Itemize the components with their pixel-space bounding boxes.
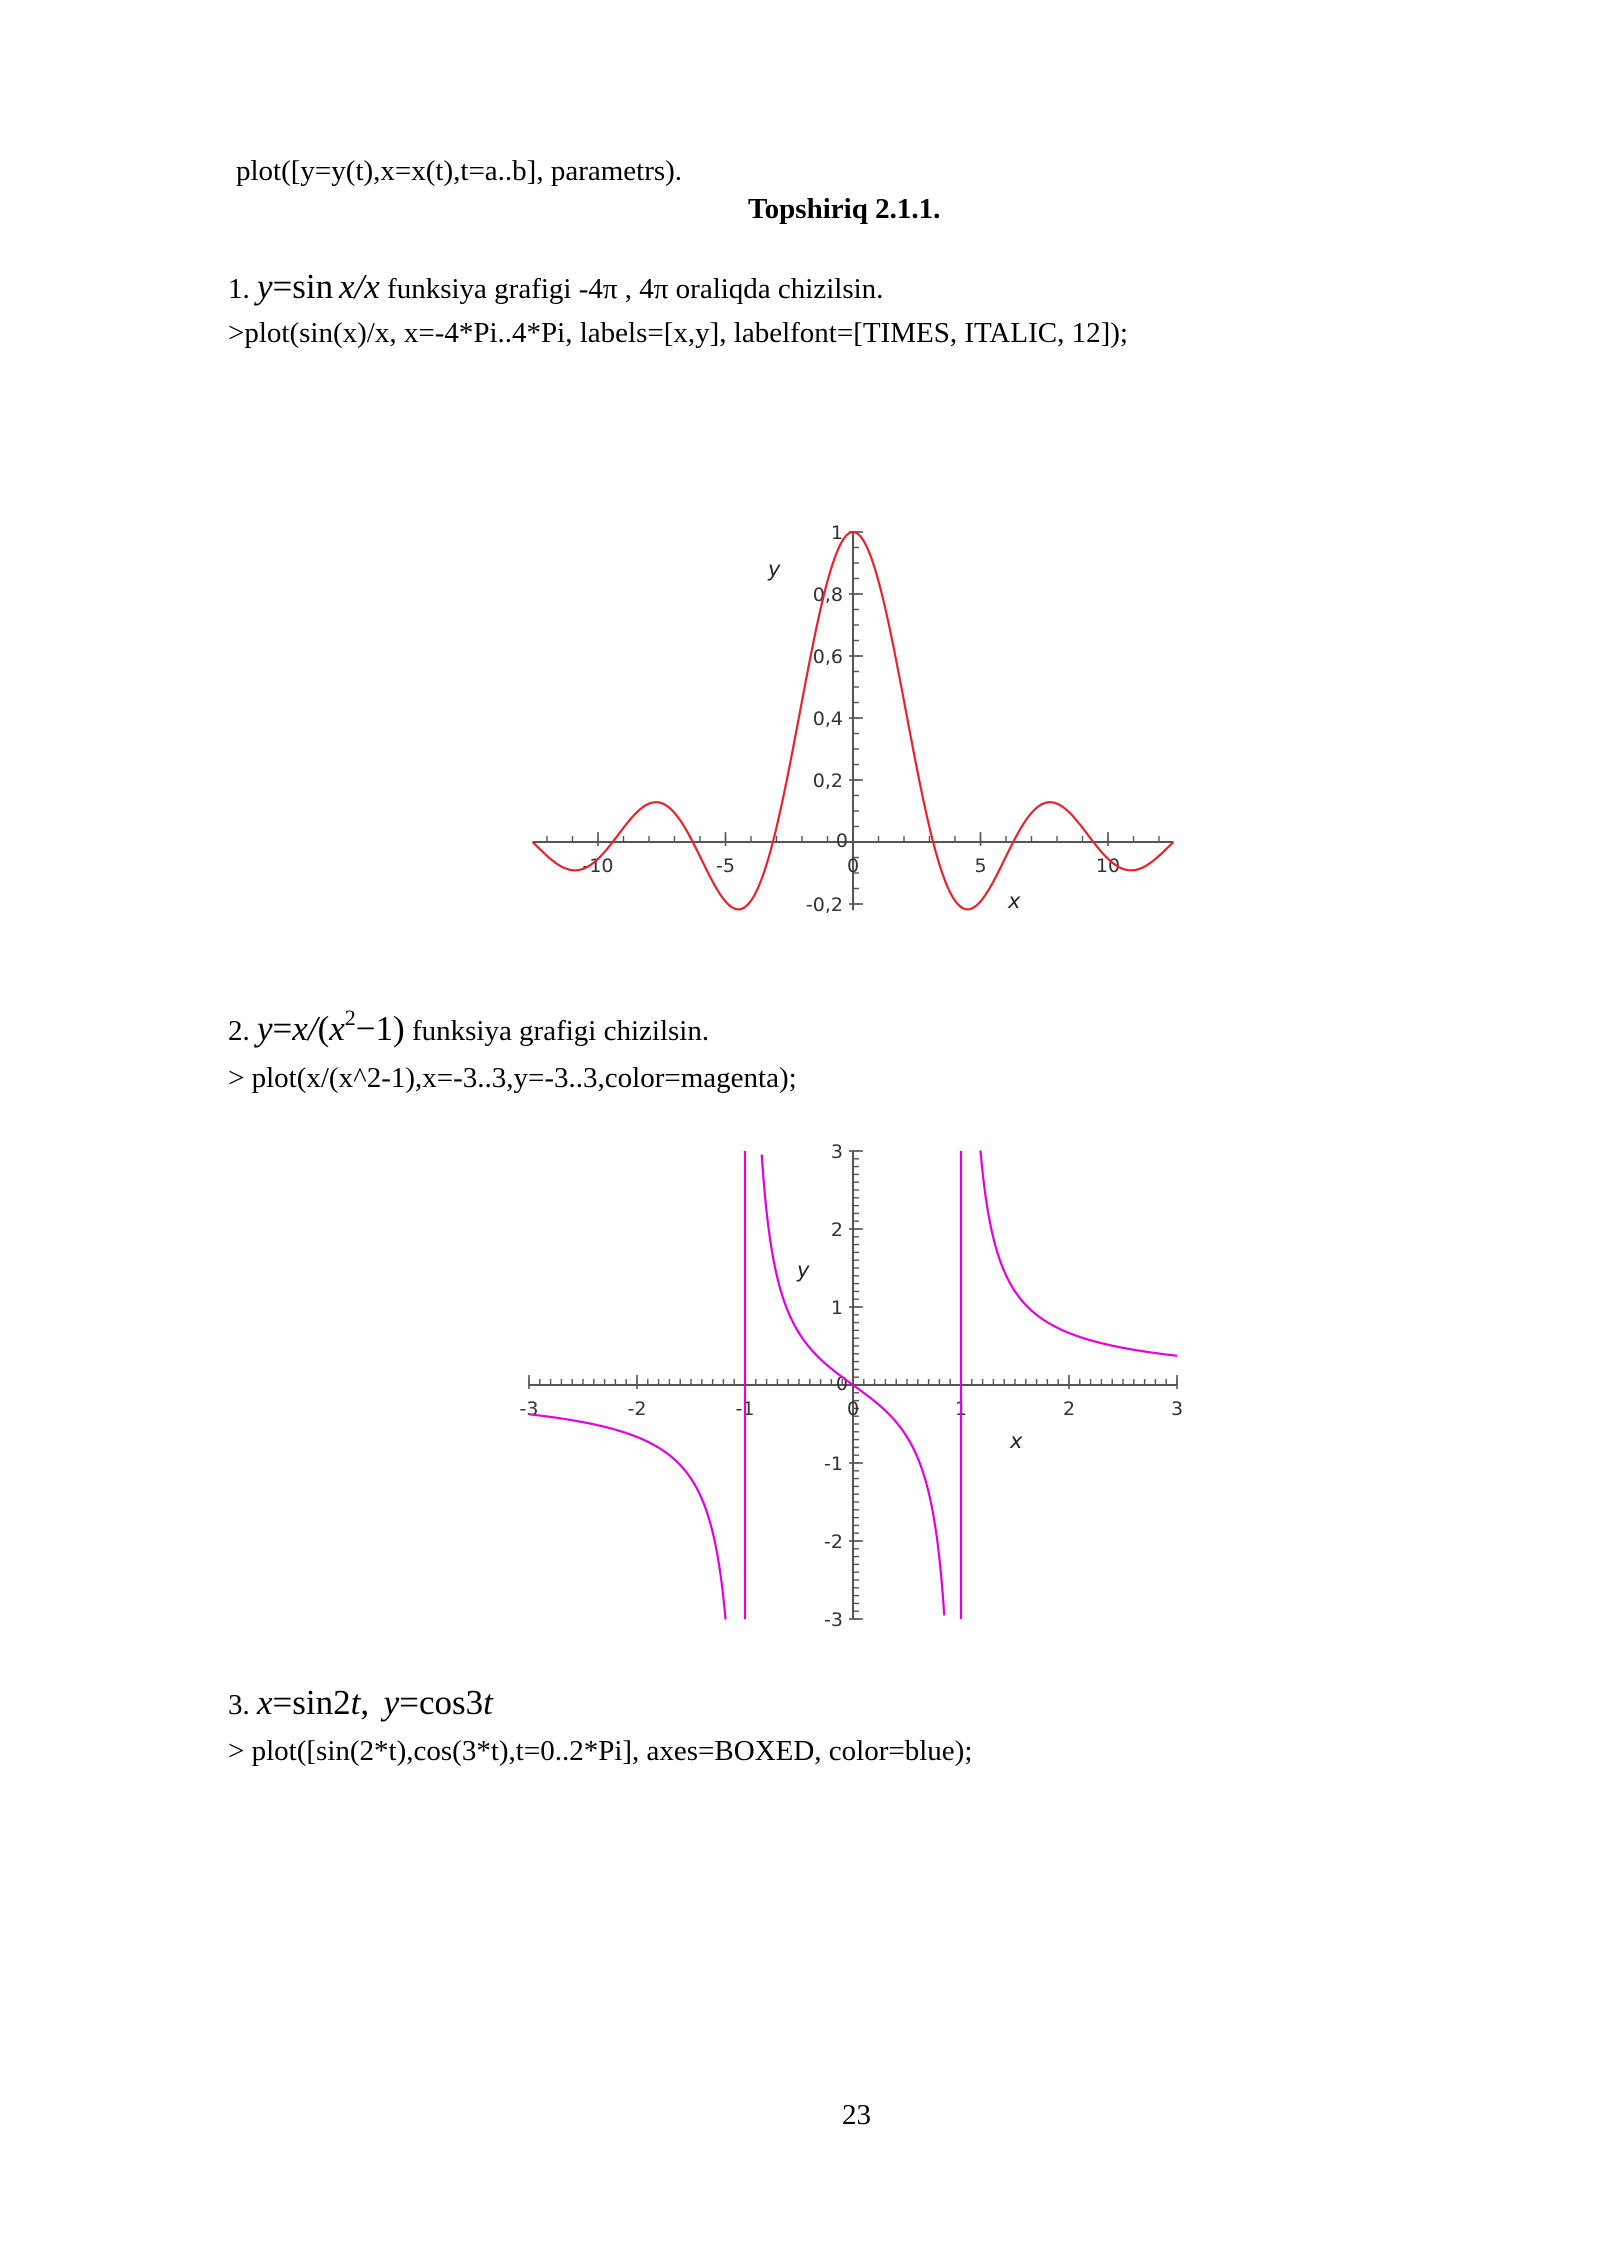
task-2-number: 2.: [228, 1015, 250, 1047]
task-2-command: > plot(x/(x^2-1),x=-3..3,y=-3..3,color=magenta);: [228, 1062, 797, 1094]
task-2-formula-num: x: [292, 1009, 308, 1048]
task-3-formula-c1: 2: [333, 1683, 351, 1722]
x-tick-label: 10: [1095, 855, 1121, 877]
x-tick-label: 1: [954, 1398, 968, 1420]
task-2-formula-eq: =: [272, 1009, 293, 1048]
task-3-formula-t2: t: [483, 1683, 493, 1722]
y-axis-label: y: [768, 557, 781, 581]
task-3-number: 3.: [228, 1689, 250, 1721]
task-1-formula-slash: /: [354, 267, 365, 306]
x-tick-label: 2: [1062, 1398, 1076, 1420]
x-axis-label: x: [1008, 889, 1021, 913]
origin-label: 0: [835, 830, 848, 852]
task-3-formula-y: y: [383, 1683, 400, 1722]
task-2-formula-open: (: [317, 1009, 330, 1048]
x-tick-label: 0: [846, 855, 860, 877]
task-2-formula-slash: /: [307, 1009, 318, 1048]
x-tick-label: 3: [1170, 1398, 1184, 1420]
task-2-formula-base: x: [329, 1009, 345, 1048]
section-title: Topshiriq 2.1.1.: [748, 193, 941, 225]
task-3-statement: [228, 1683, 493, 1722]
y-tick-label: 3: [830, 1141, 843, 1163]
task-2-statement: [228, 1005, 710, 1050]
y-tick-label: 0,6: [812, 646, 843, 668]
task-1-statement: [228, 267, 884, 306]
plot-sinc: [520, 430, 1200, 940]
page-number: 23: [842, 2099, 871, 2131]
task-1-description: funksiya grafigi -4π , 4π oraliqda chizilsin.: [387, 273, 884, 305]
origin-label: 0: [835, 1373, 848, 1395]
series-line: [529, 1414, 726, 1619]
task-1-number: 1.: [228, 273, 250, 305]
task-3-formula-x: x: [257, 1683, 273, 1722]
task-2-description: funksiya grafigi chizilsin.: [411, 1015, 710, 1047]
task-3-formula-fn1: sin: [292, 1683, 334, 1722]
x-tick-label: -5: [716, 855, 735, 877]
plot-rational: [520, 1135, 1200, 1635]
task-2-formula-one: 1: [375, 1009, 394, 1048]
x-tick-label: -3: [520, 1398, 539, 1420]
task-2-formula-exp: 2: [344, 1005, 356, 1030]
x-tick-label: -2: [627, 1398, 647, 1420]
task-3-formula-eq1: =: [272, 1683, 293, 1722]
task-3-formula-fn2: cos: [418, 1683, 466, 1722]
y-tick-label: 1: [830, 522, 843, 544]
task-2-formula-lhs: y: [257, 1009, 273, 1048]
y-tick-label: 1: [830, 1297, 843, 1319]
task-2-formula-minus: −: [355, 1009, 376, 1048]
task-1-formula-eq: =: [272, 267, 293, 306]
y-tick-label: -2: [824, 1531, 843, 1553]
task-2-formula-close: ): [393, 1009, 405, 1048]
y-tick-label: 2: [830, 1219, 843, 1241]
y-tick-label: 0,2: [812, 770, 843, 792]
y-tick-label: -3: [824, 1609, 843, 1631]
task-3-command: > plot([sin(2*t),cos(3*t),t=0..2*Pi], axes=BOXED, color=blue);: [228, 1735, 973, 1767]
y-tick-label: -1: [824, 1453, 843, 1475]
x-tick-label: -1: [735, 1398, 755, 1420]
series-line: [980, 1150, 1177, 1355]
task-1-command: >plot(sin(x)/x, x=-4*Pi..4*Pi, labels=[x,y], labelfont=[TIMES, ITALIC, 12]);: [228, 317, 1128, 349]
y-tick-label: -0,2: [805, 894, 843, 916]
task-1-formula-lhs: y: [257, 267, 273, 306]
task-3-formula-c2: 3: [465, 1683, 484, 1722]
x-tick-label: -10: [582, 855, 614, 877]
y-tick-label: 0,8: [812, 584, 843, 606]
x-tick-label: 0: [846, 1398, 860, 1420]
task-1-formula-arg: x: [338, 267, 355, 306]
y-tick-label: 0,4: [812, 708, 843, 730]
intro-line: plot([y=y(t),x=x(t),t=a..b], parametrs).: [236, 155, 683, 187]
task-3-formula-t1: t: [350, 1683, 361, 1722]
task-3-formula-eq2: =: [399, 1683, 419, 1722]
x-axis-label: x: [1010, 1429, 1023, 1453]
y-axis-label: y: [797, 1258, 810, 1282]
task-1-formula-den: x: [364, 267, 380, 306]
x-tick-label: 5: [974, 855, 987, 877]
task-1-formula-fn: sin: [292, 267, 334, 306]
task-3-formula-comma: ,: [360, 1683, 370, 1722]
